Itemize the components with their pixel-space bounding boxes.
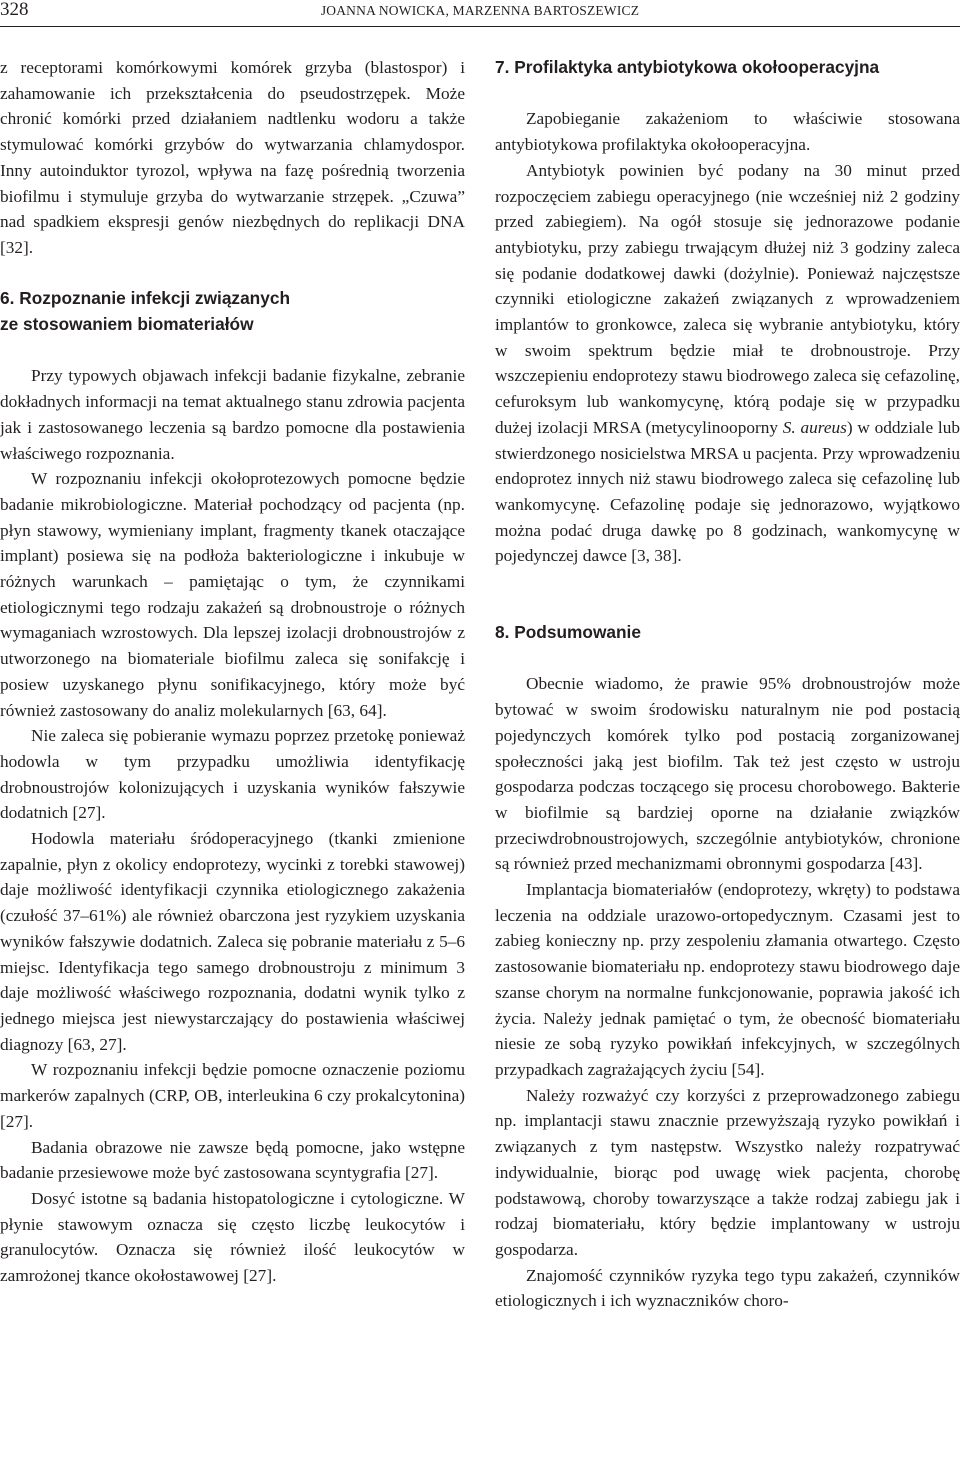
paragraph: W rozpoznaniu infekcji będzie pomocne oznaczenie poziomu markerów zapalnych (CRP, OB, interleukina 6 czy prokalcytonina) [27]. xyxy=(0,1060,465,1131)
section-6-heading-line-2: ze stosowaniem biomateriałów xyxy=(0,314,254,335)
spacer xyxy=(0,261,465,287)
paragraph: Dosyć istotne są badania histopatologiczne i cytologiczne. W płynie stawowym oznacza się często liczbę leukocytów i granulocytów. Oznacza się również ilość leukocytów w zamrożonej tkance okołostawowej [27]. xyxy=(0,1188,465,1286)
section-7-heading: 7. Profilaktyka antybiotykowa okołooperacyjna xyxy=(495,57,880,77)
text-run: ) w oddziale lub stwierdzonego nosicielstwa MRSA u pacjenta. Przy wprowadzeniu endoprotez innych niż stawu biodrowego zaleca się cefazolinę lub wankomycynę. Cefazolinę podaje się jednorazowo, wyjątkowo można podać druga dawkę po 8 godzinach, wankomycynę w pojedynczej dawce [3, 38]. xyxy=(495,417,960,566)
spacer xyxy=(495,81,960,107)
paragraph: Implantacja biomateriałów (endoprotezy, wkręty) to podstawa leczenia na oddziale urazowo-ortopedycznym. Czasami jest to zabieg konieczny np. przy zespoleniu złamania otwartego. Często zastosowanie biomateriału np. endoprotezy stawu biodrowego daje szanse chorym na normalne funkcjonowanie, poprawia jakość ich życia. Należy jednak pamiętać o tym, że obecność biomateriału niesie ze sobą ryzyko powikłań infekcyjnych, w szczególnych przypadkach zagrażających życiu [54]. xyxy=(495,880,960,1079)
paragraph-continued: z receptorami komórkowymi komórek grzyba (blastospor) i zahamowanie ich przekształcenia do pseudostrzępek. Może chronić komórki przed działaniem nadtlenku wodoru a także stymulować komórki grzybów do wytwarzania chlamydospor. Inny autoinduktor tyrozol, wpływa na fazę pośrednią tworzenia biofilmu i stymuluje grzyba do wytwarzanie strzępek. „Czuwa” nad spadkiem ekspresji genów niezbędnych do replikacji DNA [32]. xyxy=(0,58,465,257)
left-column xyxy=(0,55,465,1289)
paragraph: Należy rozważyć czy korzyści z przeprowadzonego zabiegu np. implantacji stawu znacznie przewyższają ryzyko powikłań i związanych z tym następstw. Wszystko należy rozpatrywać indywidualnie, biorąc pod uwagę wiek pacjenta, chorobę podstawową, choroby towarzyszące a także rodzaj zabiegu jak i rodzaj biomateriału, który będzie implantowany w ustroju gospodarza. xyxy=(495,1085,960,1259)
paragraph: W rozpoznaniu infekcji okołoprotezowych pomocne będzie badanie mikrobiologiczne. Materiał pochodzący od pacjenta (np. płyn stawowy, wymieniany implant, fragmenty tkanek otaczające implant) posiewa się na podłoża bakteriologiczne i inkubuje w różnych warunkach – pamiętając o tym, że czynnikami etiologicznymi tego rodzaju zakażeń są drobnoustroje o różnych wymaganiach wzrostowych. Dla lepszej izolacji drobnoustrojów z utworzonego na biomateriale biofilmu zaleca się sonifakcję i posiew uzyskanego płynu sonifikacyjnego, który może być również zastosowany do analiz molekularnych [63, 64]. xyxy=(0,469,465,720)
species-name: S. aureus xyxy=(782,417,847,437)
section-8-heading: 8. Podsumowanie xyxy=(495,622,641,643)
paragraph: Zapobieganie zakażeniom to właściwie stosowana antybiotykowa profilaktyka okołooperacyjna. xyxy=(495,109,960,155)
running-head-authors: JOANNA NOWICKA, MARZENNA BARTOSZEWICZ xyxy=(320,3,640,18)
header-rule xyxy=(0,26,960,27)
text-run: Antybiotyk powinien być podany na 30 minut przed rozpoczęciem zabiegu operacyjnego (nie wcześniej niż 2 godziny przed zabiegiem). Na ogół stosuje się jednorazowe podanie antybiotyku, przy zabiegu trwającym dłużej niż 3 godziny zaleca się podanie dodatkowej dawki (dożylnie). Ponieważ najczęstsze czynniki etiologiczne zakażeń związanych z wprowadzeniem implantów to gronkowce, zaleca się wybranie antybiotyku, który w swoim spektrum będzie miał te drobnoustroje. Przy wszczepieniu endoprotezy stawu biodrowego zaleca się cefazolinę, cefuroksym lub wankomycynę, którą podaje się w przypadku dużej izolacji MRSA (metycylinooporny xyxy=(495,160,960,437)
spacer xyxy=(0,338,465,364)
paragraph: Badania obrazowe nie zawsze będą pomocne, jako wstępne badanie przesiewowe może być zastosowana scyntygrafia [27]. xyxy=(0,1137,465,1183)
paragraph: Hodowla materiału śródoperacyjnego (tkanki zmienione zapalnie, płyn z okolicy endoprotezy, wycinki z torebki stawowej) daje możliwość identyfikacji czynnika etiologicznego zakażenia (czułość 37–61%) ale również obarczona jest ryzykiem uzyskania wyników fałszywie dodatnich. Zaleca się pobranie materiału z 5–6 miejsc. Identyfikacja tego samego drobnoustroju z minimum 3 daje możliwość właściwego rozpoznania, dodatni wynik tylko z jednego miejsca jest niewystarczający do postawienia właściwej diagnozy [63, 27]. xyxy=(0,829,465,1054)
spacer xyxy=(495,646,960,672)
paragraph: Obecnie wiadomo, że prawie 95% drobnoustrojów może bytować w swoim środowisku naturalnym nie pod postacią pojedynczych komórek tylko pod postacią zorganizowanej społeczności jaką jest biofilm. Tak też jest często w ustroju gospodarza podczas toczącego się procesu chorobowego. Bakterie w biofilmie są bardziej oporne na działanie związków przeciwdrobnoustrojowych, szczególnie antybiotyków, chronione są również przed mechanizmami obronnymi gospodarza [43]. xyxy=(495,674,960,874)
right-column xyxy=(495,55,960,1314)
paragraph: Znajomość czynników ryzyka tego typu zakażeń, czynników etiologicznych i ich wyznaczników choro- xyxy=(495,1265,960,1311)
section-6-heading xyxy=(0,286,465,337)
section-6-heading-line-1: 6. Rozpoznanie infekcji związanych xyxy=(0,288,291,309)
paragraph-antibiotic xyxy=(495,158,960,569)
page-header xyxy=(0,0,960,30)
paragraph: Nie zaleca się pobieranie wymazu poprzez przetokę ponieważ hodowla w tym przypadku umożliwia identyfikację drobnoustrojów kolonizujących i uzyskania wyników fałszywie dodatnich [27]. xyxy=(0,726,465,823)
spacer xyxy=(495,569,960,620)
page-number: 328 xyxy=(0,0,29,20)
paragraph: Przy typowych objawach infekcji badanie fizykalne, zebranie dokładnych informacji na temat aktualnego stanu zdrowia pacjenta jak i zastosowanego leczenia są bardzo pomocne dla postawienia właściwego rozpoznania. xyxy=(0,366,465,463)
